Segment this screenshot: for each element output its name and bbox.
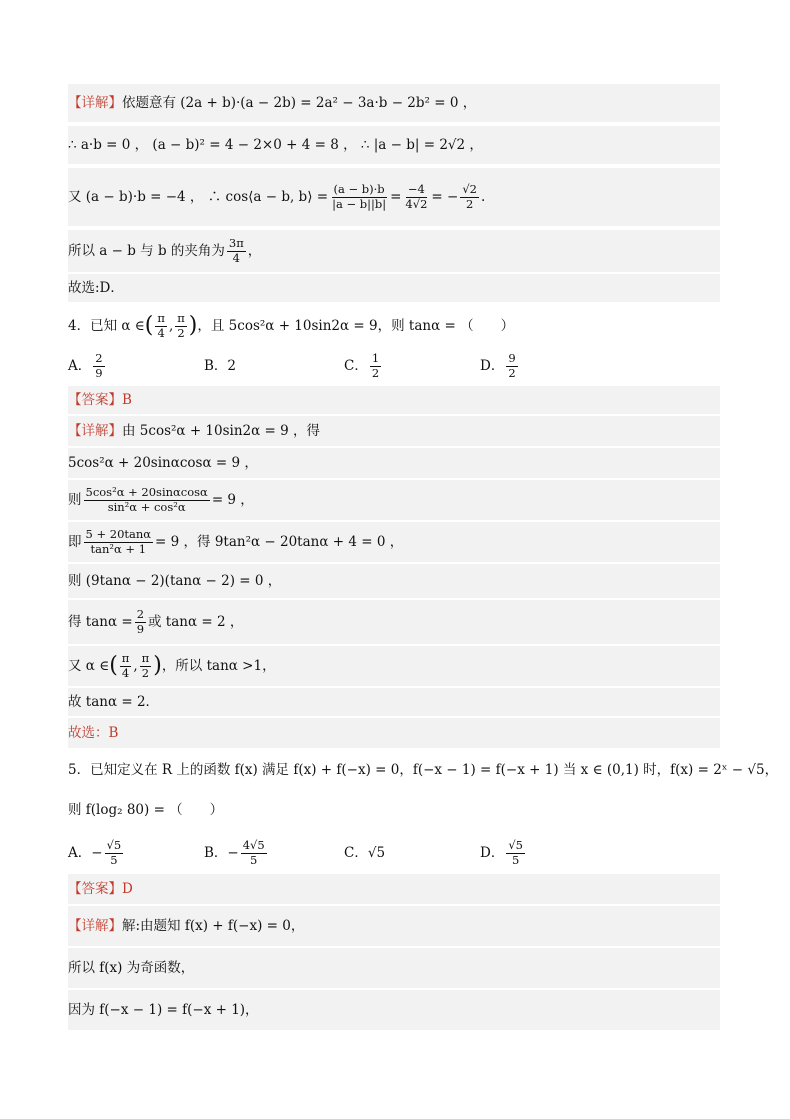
option-d bbox=[480, 839, 527, 866]
fraction bbox=[506, 352, 517, 379]
equals: = − bbox=[431, 188, 459, 205]
q4-stem-suffix: ，且 5cos²α + 10sin2α = 9，则 tanα = （ ） bbox=[197, 317, 515, 334]
numerator: 5cos²α + 20sinαcosα bbox=[85, 485, 208, 500]
q3-line4-prefix: 所以 a − b 与 b 的夹角为 bbox=[68, 242, 225, 259]
numerator: 9 bbox=[508, 351, 516, 366]
option-value: 2 bbox=[227, 357, 237, 374]
denominator: 5 bbox=[110, 852, 118, 867]
option-sign: − bbox=[227, 844, 239, 861]
q4-answer bbox=[68, 386, 720, 414]
q5-answer bbox=[68, 874, 720, 904]
option-b bbox=[204, 358, 344, 374]
answer-value: B bbox=[122, 391, 132, 408]
q5-stem2-text: 则 f(log₂ 80) = （ ） bbox=[68, 801, 224, 818]
q4-d7-prefix: 又 α ∈ bbox=[68, 657, 110, 674]
fraction bbox=[506, 839, 525, 866]
q4-stem: 4．已知 α ∈ ( $\frac{\pi}{4}$ , $\frac{\pi}{2}$ ) ，且 5cos²α + 10sin2α = 9，则 tanα = （ ） bbox=[68, 311, 515, 340]
q4-d2: 5cos²α + 20sinαcosα = 9 ， bbox=[68, 454, 258, 471]
option-label: D． bbox=[480, 357, 505, 374]
answer-tag: 【答案】 bbox=[68, 391, 122, 408]
answer-tag: 【答案】 bbox=[68, 880, 122, 897]
denominator: 4 bbox=[232, 250, 240, 265]
q4-d4-prefix: 即 bbox=[68, 533, 82, 550]
denominator: 2 bbox=[177, 325, 185, 340]
q4-detail-4 bbox=[68, 522, 720, 562]
q3-line2-text: ∴ a·b = 0 ， (a − b)² = 4 − 2×0 + 4 = 8 ， ∴ |a − b| = 2√2 ， bbox=[68, 136, 483, 153]
q3-detail-line5 bbox=[68, 274, 720, 302]
q3-line3-prefix: 又 (a − b)·b = −4 ， ∴ cos⟨a − b, b⟩ = bbox=[68, 188, 329, 205]
comma: ， bbox=[247, 242, 262, 259]
q5-stem-2 bbox=[68, 794, 720, 826]
detail-tag: 【详解】 bbox=[68, 917, 122, 934]
fraction bbox=[403, 183, 429, 210]
option-a bbox=[68, 352, 204, 379]
numerator: 5 + 20tanα bbox=[85, 527, 152, 542]
denominator: 9 bbox=[95, 365, 103, 380]
q4-d6-end: 或 tanα = 2 ， bbox=[148, 613, 244, 630]
q4-detail-8 bbox=[68, 688, 720, 716]
fraction bbox=[370, 352, 381, 379]
denominator: 4 bbox=[121, 665, 130, 680]
numerator: 4√5 bbox=[242, 838, 265, 853]
option-sign: − bbox=[91, 844, 103, 861]
numerator: 3π bbox=[228, 236, 244, 251]
denominator: tan²α + 1 bbox=[90, 541, 147, 556]
q4-detail-9 bbox=[68, 718, 720, 748]
option-label: C． bbox=[344, 357, 368, 374]
fraction bbox=[120, 652, 132, 679]
q5-stem bbox=[68, 754, 779, 786]
q4-choice: 故选：B bbox=[68, 724, 119, 741]
q5-stem-text: 5．已知定义在 R 上的函数 f(x) 满足 f(x) + f(−x) = 0，f(−x − 1) = f(−x + 1) 当 x ∈ (0,1) 时，f(x) = 2ˣ − √5， bbox=[68, 761, 779, 778]
q3-detail-line4 bbox=[68, 230, 720, 272]
denominator: |a − b||b| bbox=[332, 196, 387, 211]
fraction bbox=[460, 183, 479, 210]
numerator: π bbox=[141, 651, 150, 666]
q3-choice: 故选:D． bbox=[68, 279, 124, 296]
numerator: π bbox=[157, 311, 165, 326]
fraction bbox=[155, 312, 167, 339]
fraction bbox=[175, 312, 187, 339]
option-label: C． bbox=[344, 844, 368, 861]
q4-d3-prefix: 则 bbox=[68, 491, 82, 508]
numerator: √5 bbox=[508, 838, 523, 853]
q4-detail-5 bbox=[68, 564, 720, 598]
fraction bbox=[84, 528, 154, 555]
q3-detail-line2 bbox=[68, 126, 720, 164]
equals: = bbox=[390, 188, 402, 205]
denominator: 2 bbox=[465, 196, 474, 211]
q4-d8: 故 tanα = 2． bbox=[68, 693, 160, 710]
q4-d6-prefix: 得 tanα = bbox=[68, 613, 133, 630]
numerator: 1 bbox=[371, 351, 380, 366]
detail-tag: 【详解】 bbox=[68, 422, 122, 439]
denominator: 2 bbox=[508, 365, 516, 380]
fraction bbox=[227, 237, 246, 264]
period: . bbox=[480, 188, 486, 205]
fraction bbox=[84, 486, 210, 513]
denominator: 5 bbox=[511, 852, 520, 867]
numerator: π bbox=[121, 651, 130, 666]
option-c bbox=[344, 845, 480, 861]
q4-d5: 则 (9tanα − 2)(tanα − 2) = 0 ， bbox=[68, 572, 282, 589]
q4-d7-end: ，所以 tanα >1， bbox=[161, 657, 276, 674]
option-a bbox=[68, 839, 204, 866]
q3-detail-line1 bbox=[68, 84, 720, 122]
q4-detail-3 bbox=[68, 480, 720, 520]
q5-options bbox=[68, 834, 720, 872]
q3-detail-line3 bbox=[68, 168, 720, 226]
q5-detail-2 bbox=[68, 948, 720, 988]
denominator: 4 bbox=[157, 325, 165, 340]
option-label: B． bbox=[204, 357, 228, 374]
option-c bbox=[344, 352, 480, 379]
denominator: 2 bbox=[141, 665, 150, 680]
option-label: A． bbox=[68, 357, 92, 374]
fraction bbox=[105, 839, 124, 866]
q4-detail-6 bbox=[68, 600, 720, 644]
fraction bbox=[93, 352, 104, 379]
q5-detail-3 bbox=[68, 990, 720, 1030]
denominator: 4√2 bbox=[405, 196, 428, 211]
numerator: (a − b)·b bbox=[333, 182, 385, 197]
option-d bbox=[480, 352, 520, 379]
q4-d4-end: = 9 ，得 9tan²α − 20tanα + 4 = 0 ， bbox=[155, 533, 404, 550]
detail-tag: 【详解】 bbox=[68, 94, 122, 111]
numerator: √5 bbox=[106, 838, 122, 853]
numerator: √2 bbox=[462, 182, 477, 197]
q4-d1: 由 5cos²α + 10sin2α = 9 ，得 bbox=[122, 422, 321, 439]
q4-stem-prefix: 4．已知 α ∈ bbox=[68, 317, 145, 334]
denominator: sin²α + cos²α bbox=[107, 499, 186, 514]
fraction bbox=[140, 652, 152, 679]
numerator: 2 bbox=[95, 351, 103, 366]
q5-d3: 因为 f(−x − 1) = f(−x + 1)， bbox=[68, 1001, 259, 1018]
q4-detail-2 bbox=[68, 448, 720, 478]
denominator: 2 bbox=[371, 365, 380, 380]
q4-d3-end: = 9 ， bbox=[211, 491, 254, 508]
q4-detail-7: 又 α ∈ ( $\frac{\pi}{4}$ , $\frac{\pi}{2}$ ) ，所以 tanα >1， bbox=[68, 646, 720, 686]
answer-value: D bbox=[122, 880, 133, 897]
q5-d1: 解:由题知 f(x) + f(−x) = 0， bbox=[122, 917, 305, 934]
fraction bbox=[330, 183, 388, 210]
option-b bbox=[204, 839, 344, 866]
q3-line1-text: 依题意有 (2a + b)·(a − 2b) = 2a² − 3a·b − 2b² = 0 ， bbox=[122, 94, 477, 111]
q4-detail-1 bbox=[68, 416, 720, 446]
numerator: 2 bbox=[136, 607, 145, 622]
q4-options bbox=[68, 348, 720, 384]
numerator: π bbox=[177, 311, 185, 326]
denominator: 9 bbox=[136, 621, 145, 636]
option-label: B． bbox=[204, 844, 228, 861]
q5-detail-1 bbox=[68, 906, 720, 946]
fraction bbox=[241, 839, 267, 866]
q5-d2: 所以 f(x) 为奇函数， bbox=[68, 959, 195, 976]
denominator: 5 bbox=[250, 852, 258, 867]
option-label: D． bbox=[480, 844, 505, 861]
numerator: −4 bbox=[407, 182, 425, 197]
fraction bbox=[135, 608, 146, 635]
option-value: √5 bbox=[367, 844, 386, 861]
option-label: A． bbox=[68, 844, 92, 861]
